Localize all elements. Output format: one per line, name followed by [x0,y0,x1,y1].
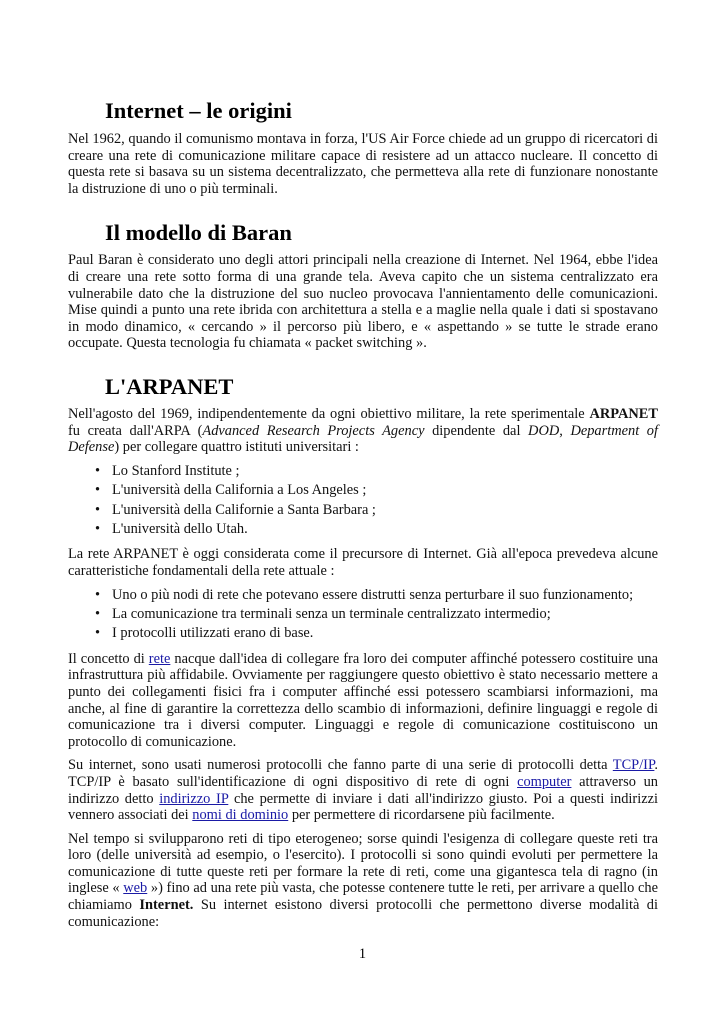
link-web[interactable]: web [123,880,148,897]
paragraph-baran: Paul Baran è considerato uno degli attori principali nella creazione di Internet. Nel 1964, ebbe l'idea di creare una rete sotto forma di una grande tela. Aveva capito che un sistema centralizzato era vulnerabile dato che la distruzione del suo nucleo provocava l'annientamento delle comunicazioni. Mise quindi a punto una rete ibrida con architettura a stella e a maglie nella quale i dati si spostavano in modo dinamico, « cercando » il percorso più libero, e « aspettando » se tutte le strade erano occupate. Questa tecnologia fu chiamata « packet switching ». [68,252,658,352]
list-item: • I protocolli utilizzati erano di base. [68,624,658,643]
paragraph-protocols: Su internet, sono usati numerosi protocolli che fanno parte di una serie di protocolli detta TCP/IP. TCP/IP è basato sull'identificazione di ogni dispositivo di rete di ogni computer attraverso un indirizzo detto indirizzo IP che permette di inviare i dati all'indirizzo giusto. Poi a questi indirizzi vennero associati dei nomi di dominio per permettere di ricordarsene più facilmente. [68,757,658,824]
heading-origini: Internet – le origini [105,98,292,123]
link-tcp-ip[interactable]: TCP/IP [612,757,655,774]
heading-baran: Il modello di Baran [105,220,292,246]
heading-arpanet: L'ARPANET [105,373,234,399]
paragraph-evolution: Nel tempo si svilupparono reti di tipo eterogeneo; sorse quindi l'esigenza di collegare queste reti tra loro (delle università ad esempio, o l'esercito). I protocolli si sono quindi evoluti per permettere la comunicazione di tutte queste reti per formare la rete di reti, come una gigantesca tela di ragno (in inglese « web ») fino ad una rete più vasta, che potesse contenere tutte le reti, per arrivare a quello che chiamiamo Internet. Su internet esistono diversi protocolli che permettono diverse modalità di comunicazione: [68,830,658,930]
paragraph-network-concept: Il concetto di rete nacque dall'idea di collegare fra loro dei computer affinché potessero costituire una infrastruttura più affidabile. Ovviamente per raggiungere questo obiettivo è stato necessario mettere a punto dei collegamenti fisici fra i computer affinché essi potessero scambiarsi informazioni, ma anche, al fine di garantire la correttezza dello scambio di informazioni, definire linguaggi e regole di comunicazione tra i diversi computer. Linguaggi e regole di comunicazione costituiscono un protocollo di comunicazione. [68,650,658,750]
features-list [68,586,658,644]
paragraph-arpanet-intro: Nell'agosto del 1969, indipendentemente da ogni obiettivo militare, la rete sperimentale ARPANET fu creata dall'ARPA (Advanced Research Projects Agency dipendente dal DOD, Department of Defense) per collegare quattro istituti universitari : [68,405,658,456]
document-page [68,0,658,930]
link-rete[interactable]: rete [148,650,171,667]
list-item: • Uno o più nodi di rete che potevano essere distrutti senza perturbare il suo funzionamento; [68,586,658,605]
list-item: • L'università della Californie a Santa Barbara ; [68,501,658,520]
arpanet-bold: ARPANET [589,405,658,422]
paragraph-precursor: La rete ARPANET è oggi considerata come il precursore di Internet. Già all'epoca prevedeva alcune caratteristiche fondamentali della rete attuale : [68,546,658,579]
institutes-list [68,462,658,540]
list-item: • L'università della California a Los Angeles ; [68,481,658,500]
list-item: • Lo Stanford Institute ; [68,462,658,481]
link-indirizzo-ip[interactable]: indirizzo IP [159,790,229,807]
list-item: • L'università dello Utah. [68,520,658,539]
link-nomi-di-dominio[interactable]: nomi di dominio [192,807,289,824]
internet-bold: Internet. [139,897,194,914]
link-computer[interactable]: computer [517,773,572,790]
page-number: 1 [358,946,367,962]
paragraph-origini: Nel 1962, quando il comunismo montava in forza, l'US Air Force chiede ad un gruppo di ricercatori di creare una rete di comunicazione militare capace di resistere ad un attacco nucleare. Il concetto di questa rete si basava su un sistema decentralizzato, che permetteva alla rete di funzionare nonostante la distruzione di uno o più terminali. [68,131,658,197]
list-item: • La comunicazione tra terminali senza un terminale centralizzato intermedio; [68,605,658,624]
